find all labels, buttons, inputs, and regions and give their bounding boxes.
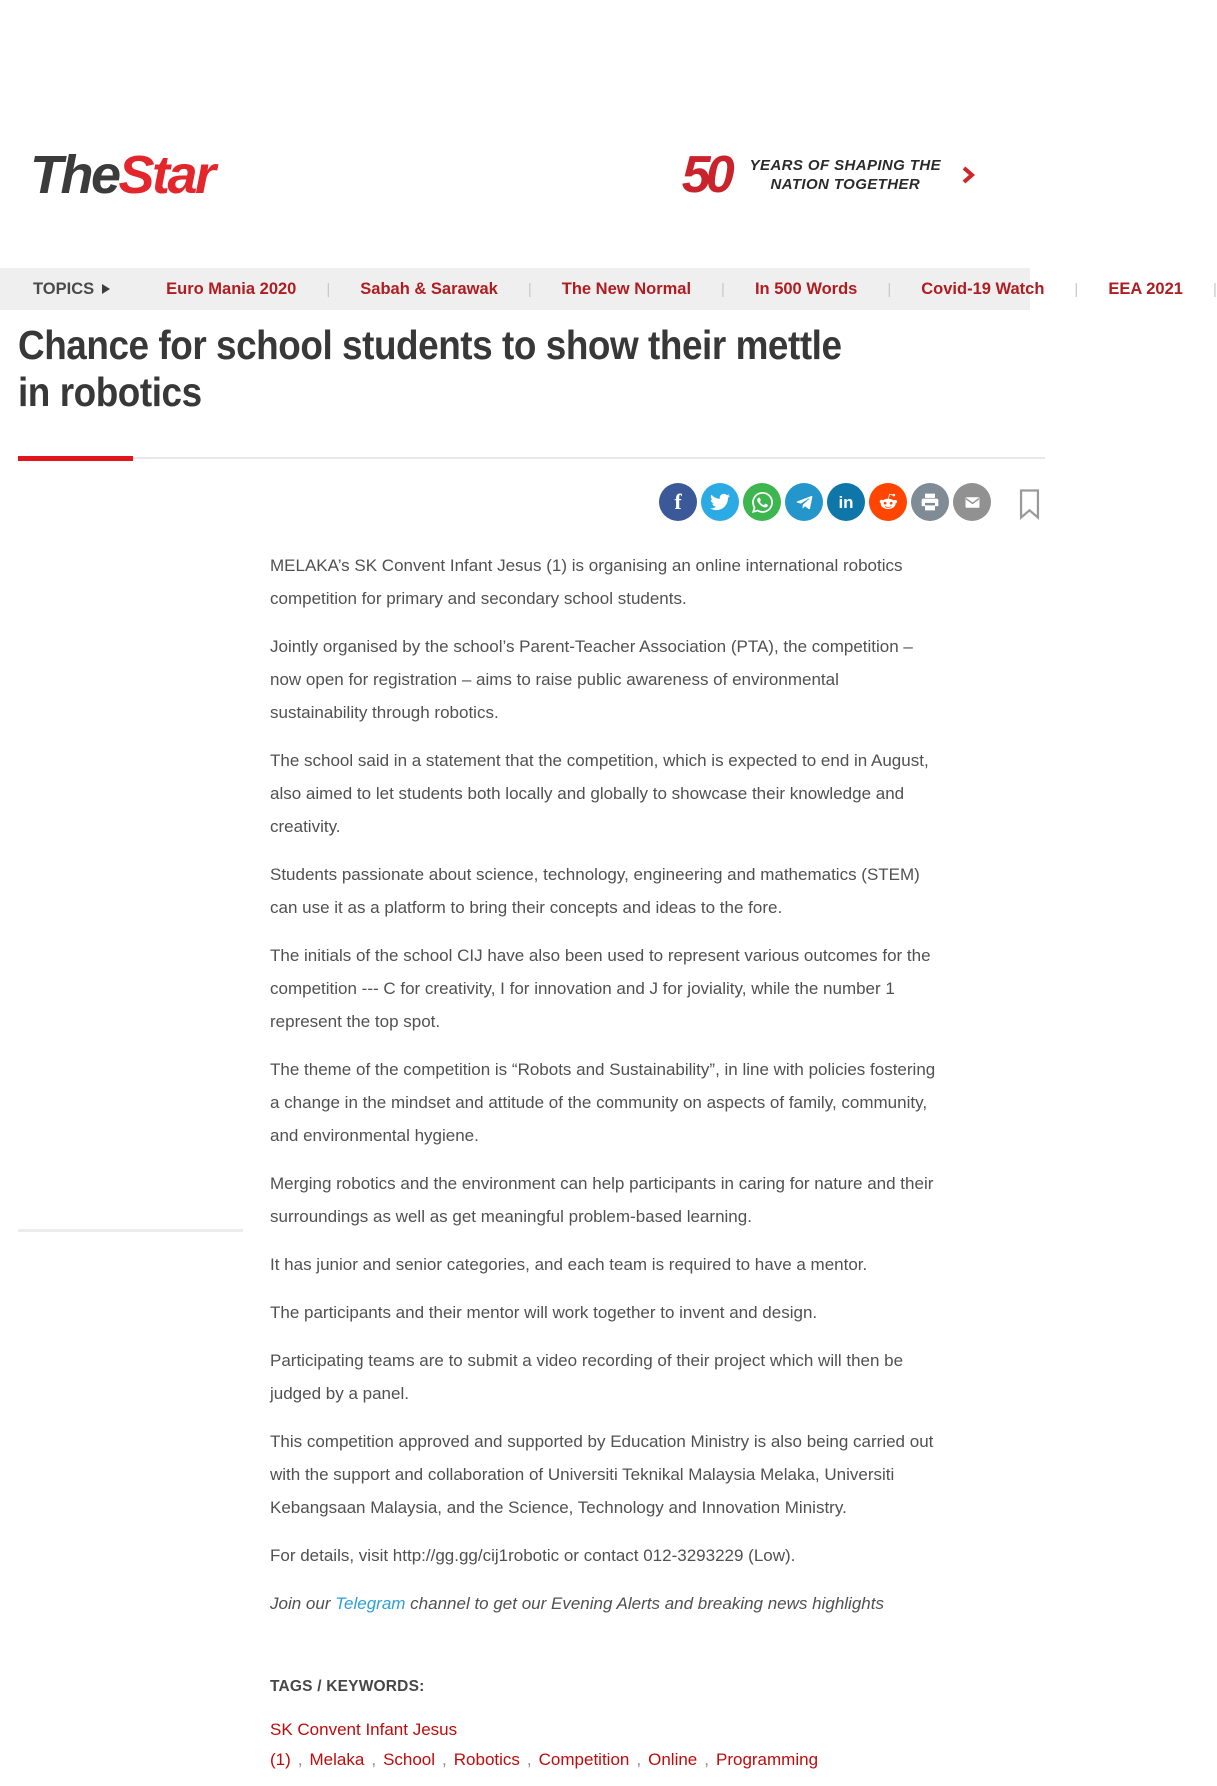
telegram-link[interactable]: Telegram: [335, 1594, 406, 1613]
telegram-share-icon[interactable]: [785, 483, 823, 521]
paragraph: For details, visit http://gg.gg/cij1robotic or contact 012-3293229 (Low).: [270, 1546, 796, 1565]
thestar-logo[interactable]: [30, 145, 214, 205]
paragraph: Participating teams are to submit a video recording of their project which will then be judged by a panel.: [270, 1351, 904, 1403]
facebook-share-icon[interactable]: f: [659, 483, 697, 521]
paragraph: The participants and their mentor will work together to invent and design.: [270, 1303, 818, 1322]
twitter-share-icon[interactable]: [701, 483, 739, 521]
bookmark-icon[interactable]: [1016, 488, 1043, 525]
topic-separator: |: [326, 280, 331, 298]
anniversary-line1: YEARS OF SHAPING THE: [749, 157, 941, 174]
chevron-right-icon: [961, 166, 975, 184]
topic-separator: |: [887, 280, 892, 298]
topics-list: [136, 280, 1217, 299]
tag-link-sk-convent-infant-jesus-1[interactable]: SK Convent Infant Jesus (1): [270, 1720, 458, 1769]
divider-line: [18, 457, 1045, 459]
email-share-icon[interactable]: [953, 483, 991, 521]
telegram-note: [270, 1587, 938, 1620]
tags-section: [270, 1670, 938, 1775]
caret-right-icon: [102, 284, 110, 294]
tag-separator: ,: [442, 1750, 447, 1769]
topic-link-the-new-normal[interactable]: The New Normal: [561, 279, 692, 298]
tag-link-robotics[interactable]: Robotics: [453, 1750, 520, 1769]
tag-link-programming[interactable]: Programming: [715, 1750, 819, 1769]
tag-link-school[interactable]: School: [383, 1750, 436, 1769]
topic-separator: |: [527, 280, 532, 298]
headline-line1: Chance for school students to show their mettle: [18, 322, 842, 368]
topic-separator: |: [1212, 280, 1217, 298]
tag-separator: ,: [704, 1750, 709, 1769]
tags-label: TAGS / KEYWORDS:: [270, 1678, 425, 1695]
topic-link-covid-19-watch[interactable]: Covid-19 Watch: [921, 279, 1045, 298]
topic-link-euro-mania-2020[interactable]: Euro Mania 2020: [166, 279, 297, 298]
left-rail-divider: [18, 1229, 243, 1232]
tag-link-competition[interactable]: Competition: [538, 1750, 630, 1769]
topics-bar: [0, 268, 1217, 310]
anniversary-line2: NATION TOGETHER: [770, 176, 921, 193]
paragraph: It has junior and senior categories, and each team is required to have a mentor.: [270, 1255, 868, 1274]
tag-link-online[interactable]: Online: [648, 1750, 698, 1769]
logo-star: Star: [118, 145, 214, 205]
topics-menu-button[interactable]: [33, 280, 110, 299]
topic-link-sabah-sarawak[interactable]: Sabah & Sarawak: [360, 279, 498, 298]
red-accent-bar: [18, 456, 133, 461]
paragraph: The initials of the school CIJ have also been used to represent various outcomes for the competition --- C for creativity, I for innovation and J for joviality, while the number 1 represent the top spot.: [270, 946, 931, 1031]
topics-label: TOPICS: [33, 279, 95, 298]
tag-separator: ,: [526, 1750, 532, 1769]
topic-link-eea-2021[interactable]: EEA 2021: [1108, 279, 1183, 298]
paragraph: Jointly organised by the school’s Parent-Teacher Association (PTA), the competition – now open for registration – aims to raise public awareness of environmental sustainability through robotics.: [270, 637, 913, 722]
paragraph: The theme of the competition is “Robots and Sustainability”, in line with policies fostering a change in the mindset and attitude of the community on aspects of family, community, and environmental hygiene.: [270, 1060, 936, 1145]
anniversary-text: [750, 156, 941, 194]
tags-row: [270, 1715, 938, 1775]
telegram-note-pre: Join our: [270, 1594, 336, 1613]
paragraph: MELAKA’s SK Convent Infant Jesus (1) is organising an online international robotics competition for primary and secondary school students.: [270, 556, 903, 608]
article-body: [270, 549, 938, 1775]
print-share-icon[interactable]: [911, 483, 949, 521]
reddit-share-icon[interactable]: [869, 483, 907, 521]
share-row: [0, 483, 991, 521]
linkedin-share-icon[interactable]: in: [827, 483, 865, 521]
tag-separator: ,: [297, 1750, 303, 1769]
paragraph: This competition approved and supported by Education Ministry is also being carried out with the support and collaboration of Universiti Teknikal Malaysia Melaka, Universiti Kebangsaan Malaysia, and the Science, Technology and Innovation Ministry.: [270, 1432, 934, 1517]
topic-link-in-500-words[interactable]: In 500 Words: [754, 279, 858, 298]
tag-link-melaka[interactable]: Melaka: [309, 1750, 365, 1769]
topic-separator: |: [1074, 280, 1079, 298]
anniversary-banner[interactable]: [681, 146, 975, 204]
paragraph: The school said in a statement that the competition, which is expected to end in August, also aimed to let students both locally and globally to showcase their knowledge and creativity.: [270, 751, 929, 836]
masthead: [0, 0, 1070, 205]
anniversary-50-logo: 50: [681, 146, 730, 204]
logo-the: The: [30, 145, 119, 205]
topic-separator: |: [721, 280, 725, 298]
paragraphs-container: [270, 549, 938, 1572]
telegram-note-post: channel to get our Evening Alerts and breaking news highlights: [405, 1594, 884, 1613]
paragraph: Merging robotics and the environment can help participants in caring for nature and their surroundings as well as get meaningful problem-based learning.: [270, 1174, 934, 1226]
whatsapp-share-icon[interactable]: [743, 483, 781, 521]
paragraph: Students passionate about science, technology, engineering and mathematics (STEM) can use it as a platform to bring their concepts and ideas to the fore.: [270, 865, 920, 917]
headline-line2: in robotics: [18, 369, 202, 415]
tag-separator: ,: [636, 1750, 642, 1769]
headline-underline: [18, 456, 1052, 461]
tag-separator: ,: [371, 1750, 377, 1769]
page-title: [18, 322, 1008, 416]
